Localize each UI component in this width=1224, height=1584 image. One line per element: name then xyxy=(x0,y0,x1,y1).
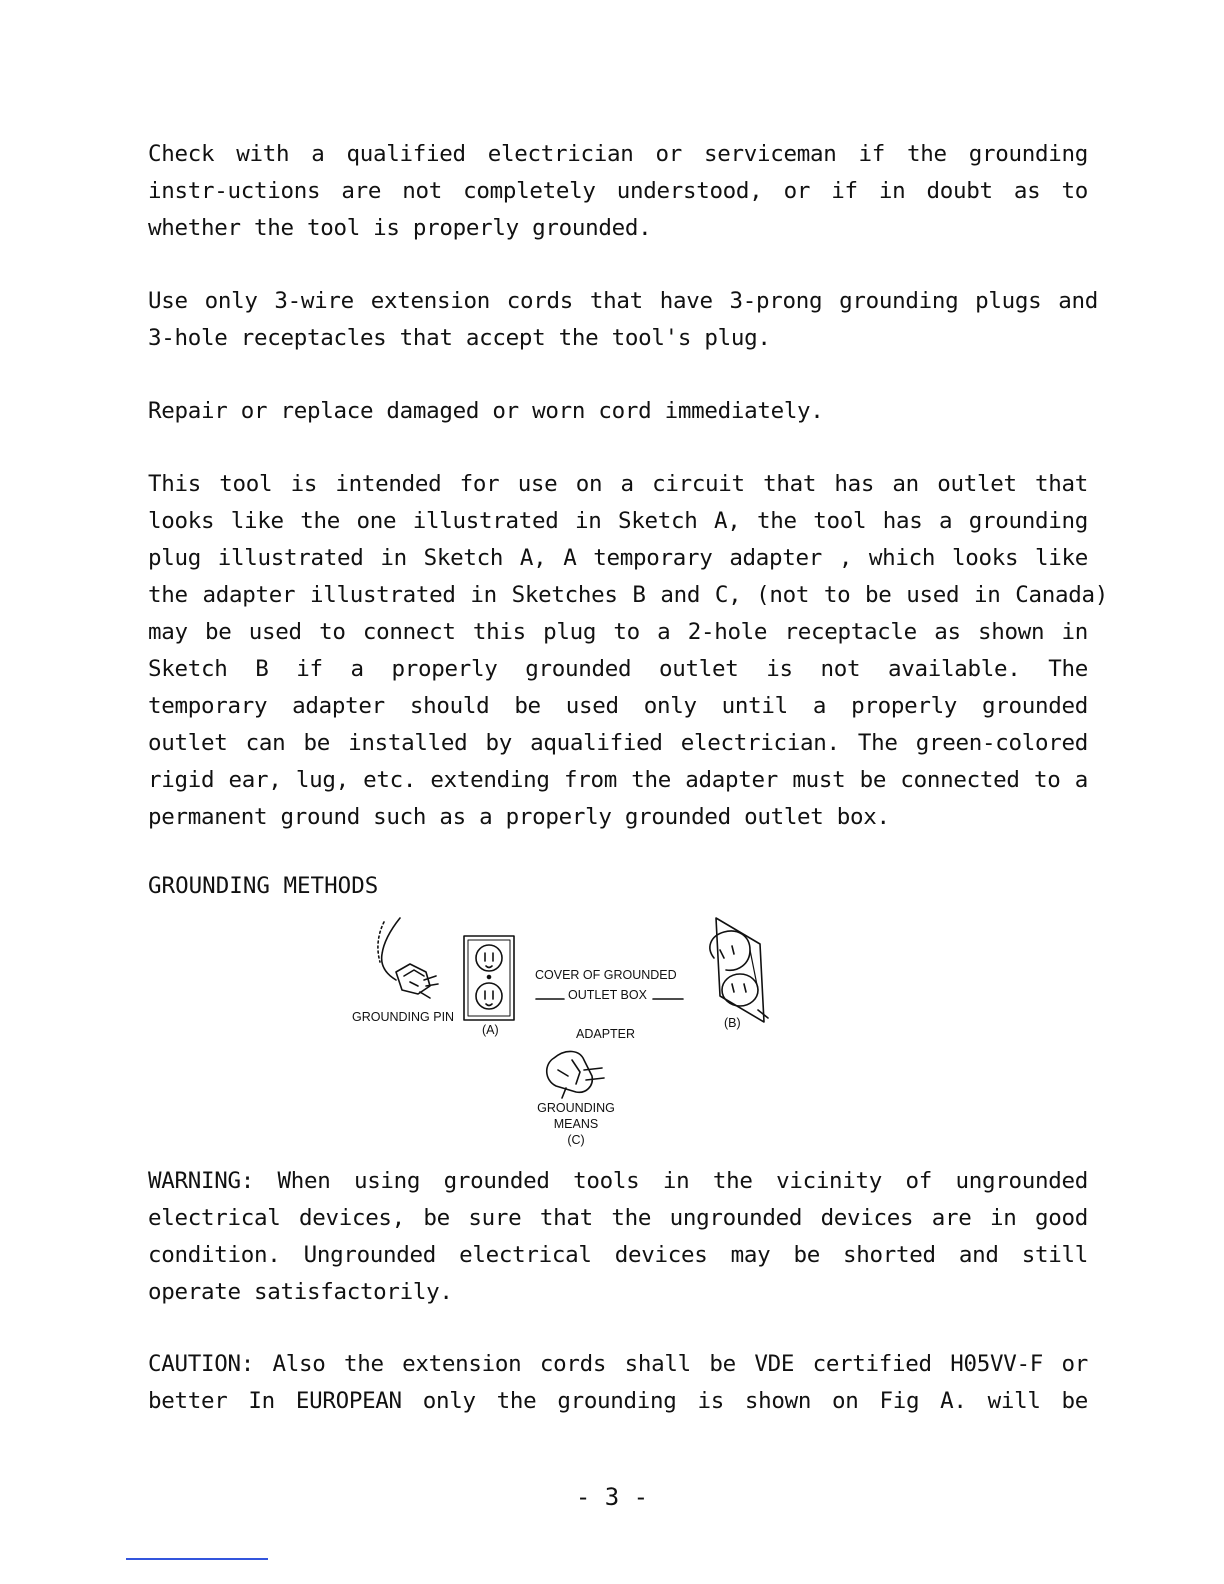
text-line: 3-hole receptacles that accept the tool's plug. xyxy=(148,325,771,351)
grounding-adapter-icon xyxy=(547,1051,604,1098)
cover-label-line2: OUTLET BOX xyxy=(568,988,647,1002)
section-heading: GROUNDING METHODS xyxy=(148,873,379,899)
grounding-means-label-line2: MEANS xyxy=(553,1117,599,1131)
grounding-pin-label: GROUNDING PIN xyxy=(352,1010,455,1024)
text-line: Repair or replace damaged or worn cord immediately. xyxy=(148,398,824,424)
text-line: Use only 3-wire extension cords that have 3-prong grounding plugs and xyxy=(148,288,1098,314)
text-line: permanent ground such as a properly grounded outlet box. xyxy=(148,804,890,830)
sketch-c-label: (C) xyxy=(567,1133,585,1147)
adapter-label: ADAPTER xyxy=(576,1027,636,1041)
text-line: CAUTION: Also the extension cords shall be VDE certified H05VV-F or xyxy=(148,1351,1088,1377)
text-line: looks like the one illustrated in Sketch A, the tool has a grounding xyxy=(148,508,1088,534)
grounding-means-label-line1: GROUNDING xyxy=(537,1101,615,1115)
paragraph-repair-cord xyxy=(148,393,1088,430)
sketch-b-label: (B) xyxy=(724,1016,741,1030)
text-line: Check with a qualified electrician or serviceman if the grounding xyxy=(148,141,1088,167)
paragraph-warning xyxy=(148,1163,1088,1311)
paragraph-grounding-check xyxy=(148,136,1088,247)
text-line: instr-uctions are not completely understood, or if in doubt as to xyxy=(148,178,1088,204)
text-line: This tool is intended for use on a circuit that has an outlet that xyxy=(148,471,1088,497)
text-line: plug illustrated in Sketch A, A temporary adapter , which looks like xyxy=(148,545,1088,571)
text-line: Sketch B if a properly grounded outlet is not available. The xyxy=(148,656,1088,682)
paragraph-circuit-outlet xyxy=(148,466,1108,836)
text-line: operate satisfactorily. xyxy=(148,1279,453,1305)
text-line: temporary adapter should be used only until a properly grounded xyxy=(148,693,1088,719)
text-line: outlet can be installed by aqualified electrician. The green-colored xyxy=(148,730,1088,756)
paragraph-caution xyxy=(148,1346,1088,1420)
text-line: may be used to connect this plug to a 2-hole receptacle as shown in xyxy=(148,619,1088,645)
cover-label-line1: COVER OF GROUNDED xyxy=(535,968,677,982)
page-number: - 3 - xyxy=(575,1483,649,1511)
text-line: the adapter illustrated in Sketches B and C, (not to be used in Canada) xyxy=(148,582,1108,608)
sketch-a-label: (A) xyxy=(482,1023,499,1037)
text-line: rigid ear, lug, etc. extending from the adapter must be connected to a xyxy=(148,767,1088,793)
paragraph-extension-cords xyxy=(148,283,1098,357)
adapter-on-outlet-icon xyxy=(710,918,768,1022)
grounded-plug-icon xyxy=(378,918,438,998)
duplex-outlet-icon xyxy=(464,936,514,1020)
text-line: condition. Ungrounded electrical devices may be shorted and still xyxy=(148,1242,1088,1268)
text-line: WARNING: When using grounded tools in the vicinity of ungrounded xyxy=(148,1168,1088,1194)
text-line: electrical devices, be sure that the ungrounded devices are in good xyxy=(148,1205,1088,1231)
text-line: whether the tool is properly grounded. xyxy=(148,215,652,241)
grounding-methods-figure xyxy=(340,910,800,1160)
footer-divider xyxy=(126,1558,268,1560)
text-line: better In EUROPEAN only the grounding is shown on Fig A. will be xyxy=(148,1388,1088,1414)
